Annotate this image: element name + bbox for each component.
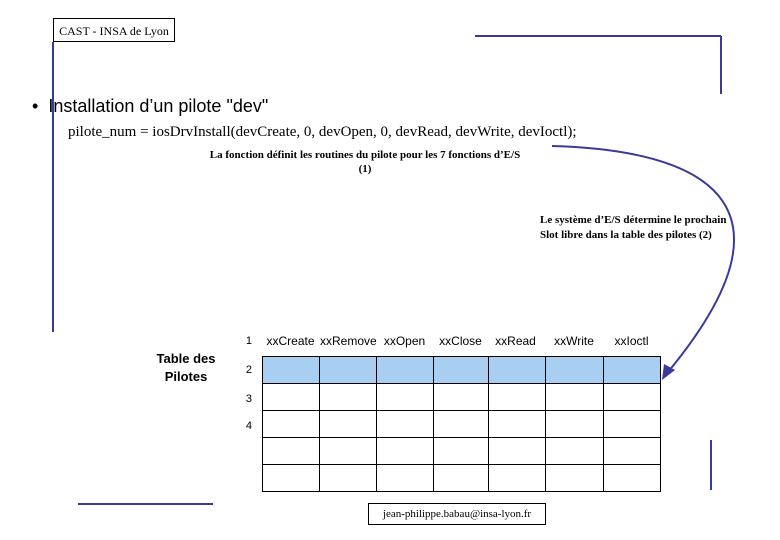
title-text: Installation d’un pilote "dev" bbox=[48, 96, 269, 116]
table-cell bbox=[604, 465, 661, 492]
table-cell bbox=[320, 438, 377, 465]
table-cell bbox=[489, 438, 546, 465]
table-cell bbox=[434, 357, 489, 384]
table-row-4 bbox=[263, 411, 661, 438]
col-header-close: xxClose bbox=[439, 334, 482, 348]
table-cell bbox=[320, 357, 377, 384]
table-row-2 bbox=[263, 357, 661, 384]
table-cell bbox=[434, 438, 489, 465]
row-number-4: 4 bbox=[245, 420, 252, 432]
bullet: • bbox=[32, 96, 39, 116]
table-cell bbox=[604, 384, 661, 411]
table-cell bbox=[489, 465, 546, 492]
table-cell bbox=[263, 465, 320, 492]
col-header-write: xxWrite bbox=[554, 334, 594, 348]
col-header-create: xxCreate bbox=[266, 334, 315, 348]
table-row-6 bbox=[263, 465, 661, 492]
table-cell bbox=[434, 465, 489, 492]
table-cell bbox=[377, 438, 434, 465]
table-cell bbox=[604, 438, 661, 465]
col-header-remove: xxRemove bbox=[320, 334, 377, 348]
table-cell bbox=[546, 411, 604, 438]
footer-email: jean-philippe.babau@insa-lyon.fr bbox=[368, 503, 546, 525]
table-cell bbox=[434, 411, 489, 438]
table-cell bbox=[377, 384, 434, 411]
table-cell bbox=[263, 357, 320, 384]
driver-table bbox=[262, 356, 661, 492]
table-cell bbox=[377, 357, 434, 384]
note-slot-line2: Slot libre dans la table des pilotes (2) bbox=[540, 229, 712, 241]
header-label: CAST - INSA de Lyon bbox=[53, 18, 175, 42]
table-cell bbox=[434, 384, 489, 411]
col-header-ioctl: xxIoctl bbox=[614, 334, 649, 348]
table-title bbox=[150, 350, 222, 386]
table-cell bbox=[263, 384, 320, 411]
row-number-2: 2 bbox=[245, 364, 252, 376]
table-cell bbox=[320, 384, 377, 411]
table-cell bbox=[546, 465, 604, 492]
table-title-line2: Pilotes bbox=[164, 369, 208, 384]
note-routines-line2: (1) bbox=[358, 163, 372, 175]
table-cell bbox=[263, 411, 320, 438]
table-cell bbox=[546, 357, 604, 384]
table-row-3 bbox=[263, 384, 661, 411]
col-header-open: xxOpen bbox=[383, 334, 426, 348]
table-cell bbox=[604, 357, 661, 384]
row-number-1: 1 bbox=[245, 335, 252, 347]
table-cell bbox=[320, 465, 377, 492]
table-cell bbox=[320, 411, 377, 438]
note-slot-line1: Le système d’E/S détermine le prochain bbox=[540, 214, 727, 226]
table-cell bbox=[377, 465, 434, 492]
table-title-line1: Table des bbox=[156, 351, 216, 366]
table-cell bbox=[604, 411, 661, 438]
row-number-3: 3 bbox=[245, 393, 252, 405]
col-header-read: xxRead bbox=[495, 334, 536, 348]
table-cell bbox=[263, 438, 320, 465]
code-line: pilote_num = iosDrvInstall(devCreate, 0, devOpen, 0, devRead, devWrite, devIoctl); bbox=[68, 124, 577, 140]
table-cell bbox=[377, 411, 434, 438]
table-cell bbox=[489, 357, 546, 384]
table-cell bbox=[489, 384, 546, 411]
note-routines-line1: La fonction définit les routines du pilote pour les 7 fonctions d’E/S bbox=[209, 149, 521, 161]
table-cell bbox=[546, 438, 604, 465]
table-cell bbox=[489, 411, 546, 438]
table-row-5 bbox=[263, 438, 661, 465]
table-cell bbox=[546, 384, 604, 411]
